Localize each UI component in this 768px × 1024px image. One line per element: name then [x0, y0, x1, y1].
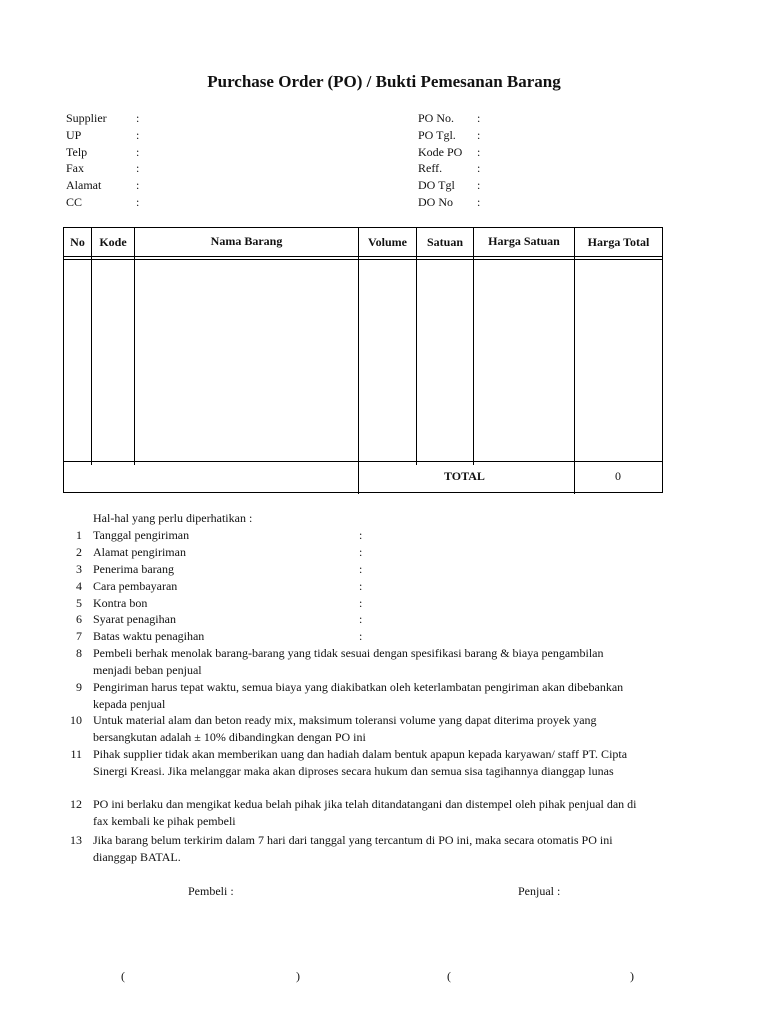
note-colon: :: [359, 528, 363, 542]
seller-label: Penjual :: [518, 884, 561, 898]
note-number: 13: [70, 833, 82, 847]
note-text: Penerima barang: [93, 562, 174, 576]
col-divider: [91, 228, 92, 465]
note-number: 9: [76, 680, 82, 694]
note-text: dianggap BATAL.: [93, 849, 181, 864]
notes-heading: Hal-hal yang perlu diperhatikan :: [93, 511, 253, 525]
supplier-field-row: [66, 160, 186, 177]
note-number: 7: [76, 629, 82, 643]
supplier-field-row: [66, 144, 186, 161]
po-field-row: [418, 110, 538, 127]
note-number: 1: [76, 528, 82, 542]
header-volume: Volume: [368, 235, 407, 249]
note-text: kepada penjual: [93, 696, 166, 711]
note-text: Syarat penagihan: [93, 612, 176, 626]
note-number: 12: [70, 797, 82, 811]
po-field-colon: :: [477, 178, 481, 193]
note-number: 3: [76, 562, 82, 576]
note-colon: :: [359, 545, 363, 559]
col-divider: [416, 228, 417, 465]
po-field-label: PO Tgl.: [418, 127, 456, 142]
note-text: Pihak supplier tidak akan memberikan uang dan hadiah dalam bentuk apapun kepada karyawan/ staff PT. Cipta: [93, 747, 628, 761]
seller-close-paren: ): [630, 969, 634, 983]
po-field-row: [418, 194, 538, 211]
col-divider: [134, 228, 135, 465]
note-colon: :: [359, 612, 363, 626]
supplier-field-colon: :: [136, 111, 140, 125]
supplier-field-row: [66, 110, 186, 127]
supplier-field-row: [66, 127, 186, 144]
note-text: Cara pembayaran: [93, 579, 178, 593]
supplier-field-label: UP: [66, 127, 82, 142]
col-divider: [473, 228, 474, 465]
po-field-row: [418, 160, 538, 177]
note-text: menjadi beban penjual: [93, 662, 202, 677]
po-field-colon: :: [477, 161, 481, 176]
note-colon: :: [359, 579, 363, 593]
buyer-close-paren: ): [296, 969, 300, 983]
note-colon: :: [359, 629, 363, 643]
note-text: Alamat pengiriman: [93, 545, 186, 559]
note-text: bersangkutan adalah ± 10% dibandingkan dengan PO ini: [93, 729, 366, 744]
note-text: PO ini berlaku dan mengikat kedua belah pihak jika telah ditandatangani dan distempel oleh pihak penjual dan di: [93, 797, 637, 811]
note-number: 6: [76, 612, 82, 626]
note-number: 8: [76, 646, 82, 660]
po-field-label: DO No: [418, 195, 453, 209]
note-text: Batas waktu penagihan: [93, 629, 205, 643]
note-number: 4: [76, 579, 82, 593]
total-divider: [64, 461, 662, 462]
note-text: Kontra bon: [93, 596, 148, 610]
supplier-field-colon: :: [136, 178, 140, 193]
po-field-colon: :: [477, 127, 481, 142]
header-no: No: [70, 235, 85, 249]
supplier-field-colon: :: [136, 127, 140, 142]
note-number: 10: [70, 713, 82, 727]
supplier-field-colon: :: [136, 144, 140, 159]
note-text: Jika barang belum terkirim dalam 7 hari dari tanggal yang tercantum di PO ini, maka secara otomatis PO ini: [93, 833, 613, 847]
note-number: 2: [76, 545, 82, 559]
supplier-field-colon: :: [136, 195, 140, 209]
header-kode: Kode: [99, 235, 127, 249]
supplier-field-row: [66, 194, 186, 211]
note-number: 5: [76, 596, 82, 610]
po-field-colon: :: [477, 195, 481, 209]
po-field-label: Kode PO: [418, 144, 463, 159]
note-text: Pembeli berhak menolak barang-barang yang tidak sesuai dengan spesifikasi barang & biaya pengambilan: [93, 646, 604, 660]
supplier-field-row: [66, 177, 186, 194]
po-field-colon: :: [477, 111, 481, 125]
note-text: Pengiriman harus tepat waktu, semua biaya yang diakibatkan oleh keterlambatan pengiriman akan dibebankan: [93, 680, 624, 694]
po-field-label: DO Tgl: [418, 178, 455, 193]
seller-open-paren: (: [447, 969, 451, 983]
buyer-label: Pembeli :: [188, 884, 234, 898]
header-harga-total: Harga Total: [587, 235, 650, 249]
po-field-row: [418, 177, 538, 194]
col-divider: [358, 228, 359, 494]
buyer-open-paren: (: [121, 969, 125, 983]
po-field-row: [418, 127, 538, 144]
po-field-row: [418, 144, 538, 161]
po-field-colon: :: [477, 144, 481, 159]
total-label: TOTAL: [444, 469, 485, 483]
header-divider: [64, 256, 662, 257]
note-text: Sinergi Kreasi. Jika melanggar maka akan diproses secara hukum dan semua sisa tagihannya dianggap lunas: [93, 763, 614, 778]
supplier-field-label: Alamat: [66, 178, 102, 193]
note-colon: :: [359, 596, 363, 610]
po-field-label: PO No.: [418, 111, 455, 125]
header-divider: [64, 259, 662, 260]
col-divider: [574, 228, 575, 494]
supplier-field-label: Telp: [66, 144, 88, 159]
note-colon: :: [359, 562, 363, 576]
supplier-field-label: CC: [66, 195, 83, 209]
po-field-label: Reff.: [418, 161, 443, 176]
supplier-field-label: Fax: [66, 161, 84, 176]
note-text: Untuk material alam dan beton ready mix, maksimum toleransi volume yang dapat diterima proyek yang: [93, 713, 597, 727]
header-satuan: Satuan: [426, 235, 464, 249]
note-text: fax kembali ke pihak pembeli: [93, 813, 236, 828]
total-value: 0: [615, 469, 621, 483]
page-title: Purchase Order (PO) / Bukti Pemesanan Barang: [207, 72, 561, 91]
supplier-field-colon: :: [136, 161, 140, 176]
note-text: Tanggal pengiriman: [93, 528, 190, 542]
items-table: [63, 227, 663, 493]
header-nama-barang: Nama Barang: [210, 234, 283, 248]
header-harga-satuan: Harga Satuan: [488, 234, 560, 248]
note-number: 11: [70, 747, 82, 761]
supplier-field-label: Supplier: [66, 111, 107, 125]
